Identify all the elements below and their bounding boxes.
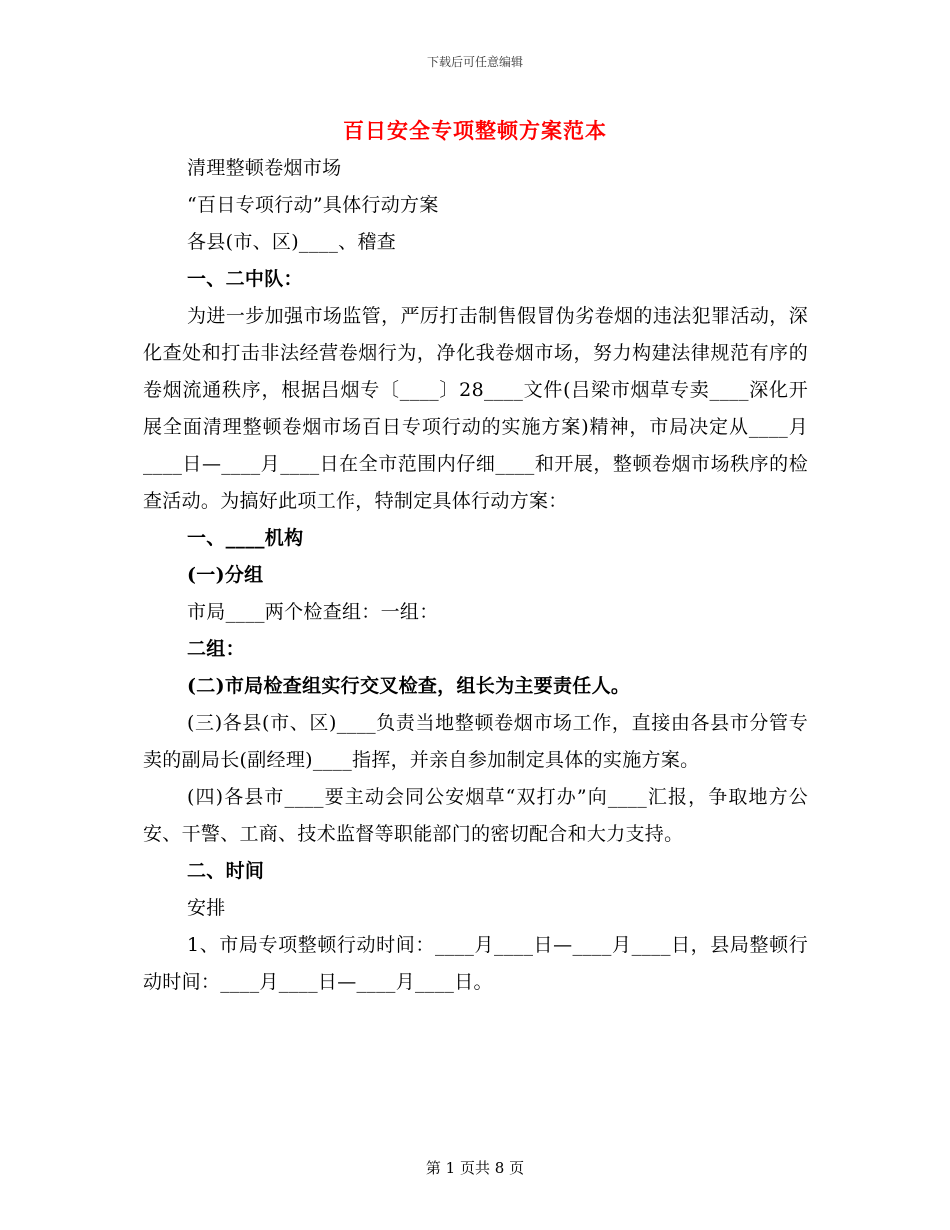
section-heading-organization: 一、____机构 xyxy=(187,527,304,549)
paragraph-arrangement: 安排 xyxy=(187,897,226,919)
paragraph-schedule: 1、市局专项整顿行动时间：____月____日—____月____日，县局整顿行动时间：____月____日—____月____日。 xyxy=(143,934,808,993)
page-number: 第 1 页共 8 页 xyxy=(425,1159,525,1177)
section-heading-time: 二、时间 xyxy=(187,860,265,882)
subsection-cooperation: (四)各县市____要主动会同公安烟草“双打办”向____汇报，争取地方公安、干警、工商、技术监督等职能部门的密切配合和大力支持。 xyxy=(143,786,808,845)
paragraph-group-two: 二组： xyxy=(187,638,245,660)
paragraph-action-name: “百日专项行动”具体行动方案 xyxy=(187,194,439,216)
subsection-heading-grouping: (一)分组 xyxy=(187,564,264,586)
paragraph-intro: 为进一步加强市场监管，严厉打击制售假冒伪劣卷烟的违法犯罪活动，深化查处和打击非法经营卷烟行为，净化我卷烟市场，努力构建法律规范有序的卷烟流通秩序，根据吕烟专〔____〕28____文件(吕梁市烟草专卖____深化开展全面清理整顿卷烟市场百日专项行动的实施方案)精神，市局决定从____月____日—____月____日在全市范围内仔细____和开展，整顿卷烟市场秩序的检查活动。为搞好此项工作，特制定具体行动方案： xyxy=(143,305,808,512)
paragraph-recipients: 各县(市、区)____、稽查 xyxy=(187,231,397,253)
paragraph-subject: 清理整顿卷烟市场 xyxy=(187,157,342,179)
subsection-county-responsibility: (三)各县(市、区)____负责当地整顿卷烟市场工作，直接由各县市分管专卖的副局长(副经理)____指挥，并亲自参加制定具体的实施方案。 xyxy=(143,712,808,771)
subsection-cross-check: (二)市局检查组实行交叉检查，组长为主要责任人。 xyxy=(187,675,631,697)
page-header-note: 下载后可任意编辑 xyxy=(426,55,523,69)
paragraph-group-one: 市局____两个检查组：一组： xyxy=(187,601,439,623)
paragraph-recipients-cont: 一、二中队： xyxy=(187,268,303,290)
document-body xyxy=(143,150,808,1001)
document-title: 百日安全专项整顿方案范本 xyxy=(343,118,607,143)
